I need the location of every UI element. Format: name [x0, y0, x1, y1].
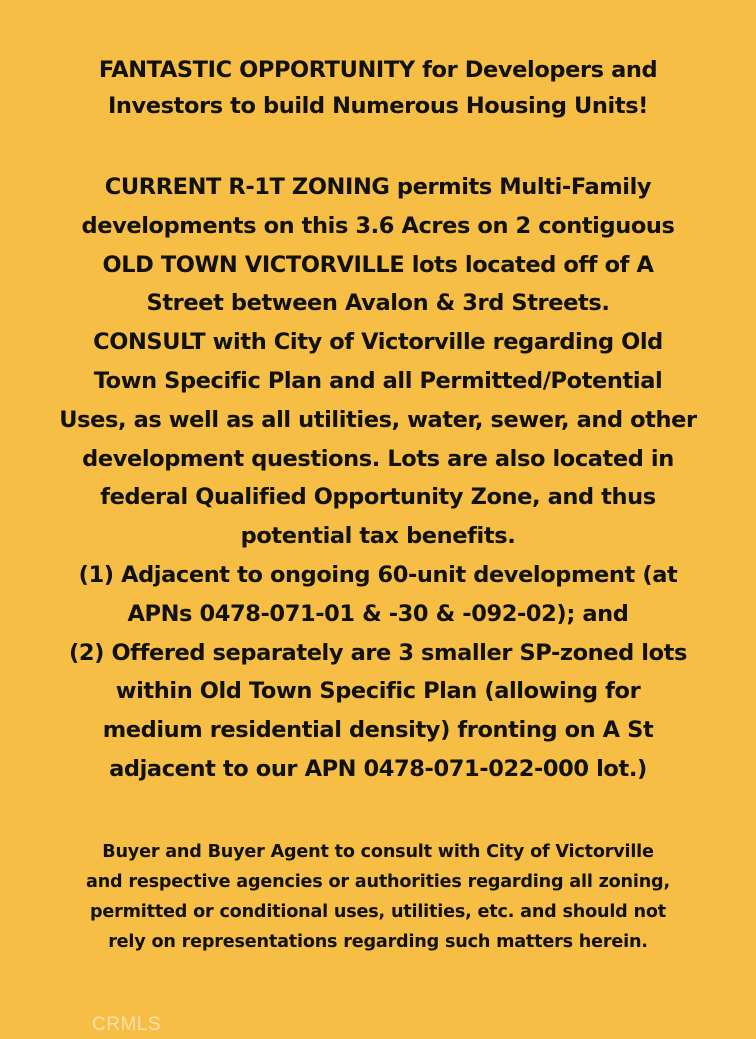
details-line: Street between Avalon & 3rd Streets.	[146, 290, 610, 317]
disclaimer-line: and respective agencies or authorities regarding all zoning,	[86, 872, 670, 892]
details-line: Uses, as well as all utilities, water, sewer, and other	[59, 406, 697, 433]
headline	[0, 52, 756, 124]
details-line: (2) Offered separately are 3 smaller SP-zoned lots	[69, 639, 687, 666]
crmls-watermark: CRMLS	[92, 1014, 162, 1035]
details-line: potential tax benefits.	[240, 523, 516, 550]
details-line: (1) Adjacent to ongoing 60-unit development (at	[78, 561, 678, 588]
details-line: development questions. Lots are also located in	[82, 445, 674, 472]
details-line: adjacent to our APN 0478-071-022-000 lot.)	[109, 755, 647, 782]
details-line: APNs 0478-071-01 & -30 & -092-02); and	[127, 600, 629, 627]
disclaimer-line: permitted or conditional uses, utilities, etc. and should not	[90, 902, 666, 922]
details-line: OLD TOWN VICTORVILLE lots located off of A	[102, 251, 654, 278]
headline-line: FANTASTIC OPPORTUNITY for Developers and	[98, 57, 658, 83]
disclaimer-line: rely on representations regarding such matters herein.	[108, 932, 648, 952]
disclaimer-line: Buyer and Buyer Agent to consult with City of Victorville	[102, 842, 654, 862]
details-line: medium residential density) fronting on A St	[102, 717, 654, 744]
property-details	[0, 168, 756, 789]
details-line: federal Qualified Opportunity Zone, and thus	[100, 484, 656, 511]
details-line: within Old Town Specific Plan (allowing for	[115, 678, 641, 705]
details-line: CONSULT with City of Victorville regarding Old	[93, 329, 663, 356]
details-line: developments on this 3.6 Acres on 2 contiguous	[81, 212, 675, 239]
disclaimer	[0, 837, 756, 957]
details-line: Town Specific Plan and all Permitted/Potential	[93, 367, 663, 394]
headline-line: Investors to build Numerous Housing Units!	[107, 93, 649, 119]
details-line: CURRENT R-1T ZONING permits Multi-Family	[104, 174, 652, 200]
